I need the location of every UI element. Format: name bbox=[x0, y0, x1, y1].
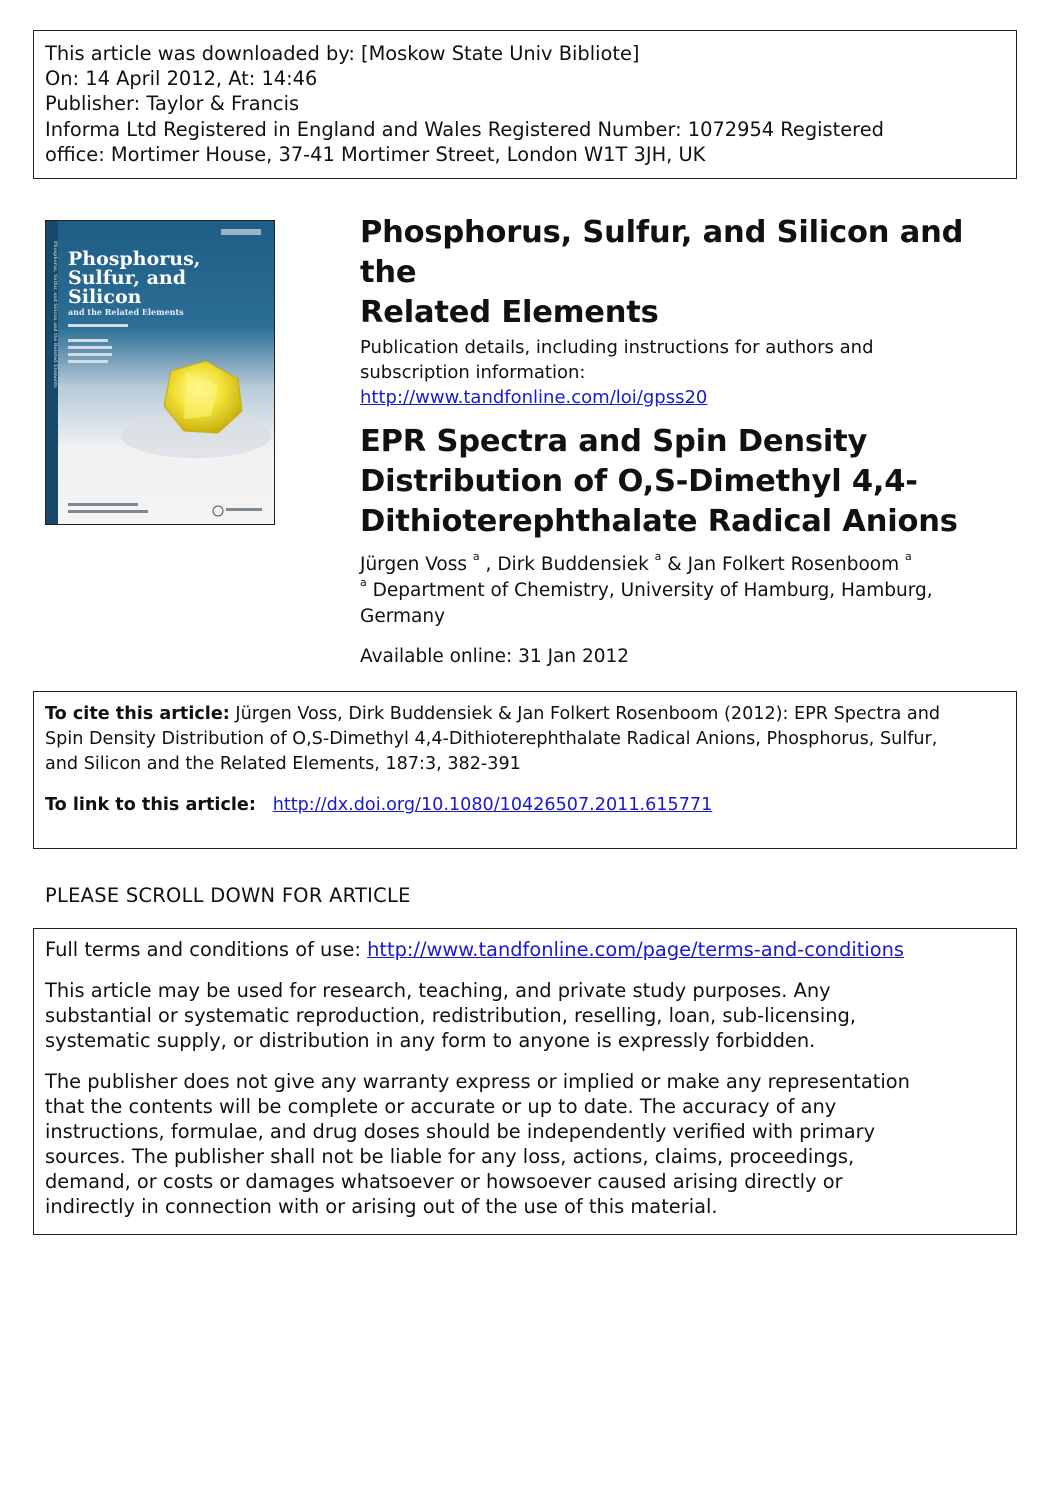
doi-link[interactable]: http://dx.doi.org/10.1080/10426507.2011.615771 bbox=[272, 795, 713, 815]
usage-paragraph bbox=[45, 978, 1005, 1053]
disclaimer-line: sources. The publisher shall not be liable for any loss, actions, claims, proceedings, bbox=[45, 1145, 855, 1168]
publication-details-line-2: subscription information: bbox=[360, 362, 586, 383]
author-separator: , bbox=[479, 554, 498, 575]
terms-box bbox=[33, 928, 1017, 1235]
disclaimer-line: instructions, formulae, and drug doses should be independently verified with primary bbox=[45, 1120, 876, 1143]
citation-line-1: Jürgen Voss, Dirk Buddensiek & Jan Folkert Rosenboom (2012): EPR Spectra and bbox=[235, 704, 941, 724]
affiliation bbox=[360, 575, 1010, 630]
publication-details-line-1: Publication details, including instructions for authors and bbox=[360, 337, 874, 358]
affiliation-mark: a bbox=[360, 575, 367, 589]
author-name: Jürgen Voss bbox=[360, 554, 468, 575]
disclaimer-line: that the contents will be complete or accurate or up to date. The accuracy of any bbox=[45, 1095, 837, 1118]
disclaimer-paragraph bbox=[45, 1069, 1005, 1219]
scroll-notice: PLEASE SCROLL DOWN FOR ARTICLE bbox=[45, 884, 411, 907]
usage-line: This article may be used for research, teaching, and private study purposes. Any bbox=[45, 979, 831, 1002]
article-title bbox=[360, 422, 1010, 542]
download-date-line: On: 14 April 2012, At: 14:46 bbox=[45, 67, 318, 91]
author-separator: & bbox=[661, 554, 688, 575]
citation-line-2: Spin Density Distribution of O,S-Dimethyl 4,4-Dithioterephthalate Radical Anions, Phosphorus, Sulfur, bbox=[45, 729, 938, 749]
cover-subtitle: and the Related Elements bbox=[68, 307, 184, 317]
disclaimer-line: indirectly in connection with or arising out of the use of this material. bbox=[45, 1195, 718, 1218]
journal-cover-image bbox=[45, 220, 275, 525]
link-label: To link to this article: bbox=[45, 795, 256, 815]
download-line: This article was downloaded by: [Moskow State Univ Bibliote] bbox=[45, 42, 640, 65]
article-title-line-1: EPR Spectra and Spin Density bbox=[360, 424, 868, 459]
article-title-line-3: Dithioterephthalate Radical Anions bbox=[360, 504, 958, 539]
cite-label: To cite this article: bbox=[45, 704, 230, 724]
terms-link[interactable]: http://www.tandfonline.com/page/terms-and-conditions bbox=[367, 938, 904, 961]
author-name: Jan Folkert Rosenboom bbox=[687, 554, 900, 575]
terms-label: Full terms and conditions of use: bbox=[45, 938, 361, 961]
affiliation-line-1: Department of Chemistry, University of Hamburg, Hamburg, bbox=[372, 580, 933, 601]
article-info-column bbox=[360, 213, 1010, 670]
available-online-date: Available online: 31 Jan 2012 bbox=[360, 646, 630, 667]
download-info-box bbox=[33, 30, 1017, 179]
disclaimer-line: demand, or costs or damages whatsoever or howsoever caused arising directly or bbox=[45, 1170, 843, 1193]
journal-url-link[interactable]: http://www.tandfonline.com/loi/gpss20 bbox=[360, 387, 708, 408]
affiliation-mark: a bbox=[472, 549, 480, 563]
citation-line-3: and Silicon and the Related Elements, 187:3, 382-391 bbox=[45, 754, 521, 774]
article-title-line-2: Distribution of O,S-Dimethyl 4,4- bbox=[360, 464, 918, 499]
cover-title-line-2: Sulfur, and bbox=[68, 267, 187, 289]
usage-line: systematic supply, or distribution in any form to anyone is expressly forbidden. bbox=[45, 1029, 816, 1052]
publisher-line: Publisher: Taylor & Francis bbox=[45, 92, 300, 116]
publication-details bbox=[360, 335, 1010, 410]
disclaimer-line: The publisher does not give any warranty express or implied or make any representation bbox=[45, 1070, 910, 1093]
svg-text:Phosphorus, Sulfur, and Silico: Phosphorus, Sulfur, and Silicon and the Related Elements bbox=[52, 241, 58, 388]
affiliation-mark: a bbox=[905, 549, 912, 563]
cover-title-line-1: Phosphorus, bbox=[68, 248, 201, 270]
citation-box bbox=[33, 691, 1017, 849]
affiliation-line-2: Germany bbox=[360, 606, 446, 627]
cover-title-line-3: Silicon bbox=[68, 286, 142, 308]
usage-line: substantial or systematic reproduction, redistribution, reselling, loan, sub-licensing, bbox=[45, 1004, 856, 1027]
journal-title-line-1: Phosphorus, Sulfur, and Silicon and the bbox=[360, 215, 964, 290]
registration-line: Informa Ltd Registered in England and Wales Registered Number: 1072954 Registered bbox=[45, 117, 884, 141]
affiliation-mark: a bbox=[654, 549, 662, 563]
office-line: office: Mortimer House, 37-41 Mortimer Street, London W1T 3JH, UK bbox=[45, 142, 706, 166]
journal-title-line-2: Related Elements bbox=[360, 295, 659, 330]
journal-title bbox=[360, 213, 1010, 333]
author-list bbox=[360, 549, 1010, 578]
author-name: Dirk Buddensiek bbox=[497, 554, 649, 575]
